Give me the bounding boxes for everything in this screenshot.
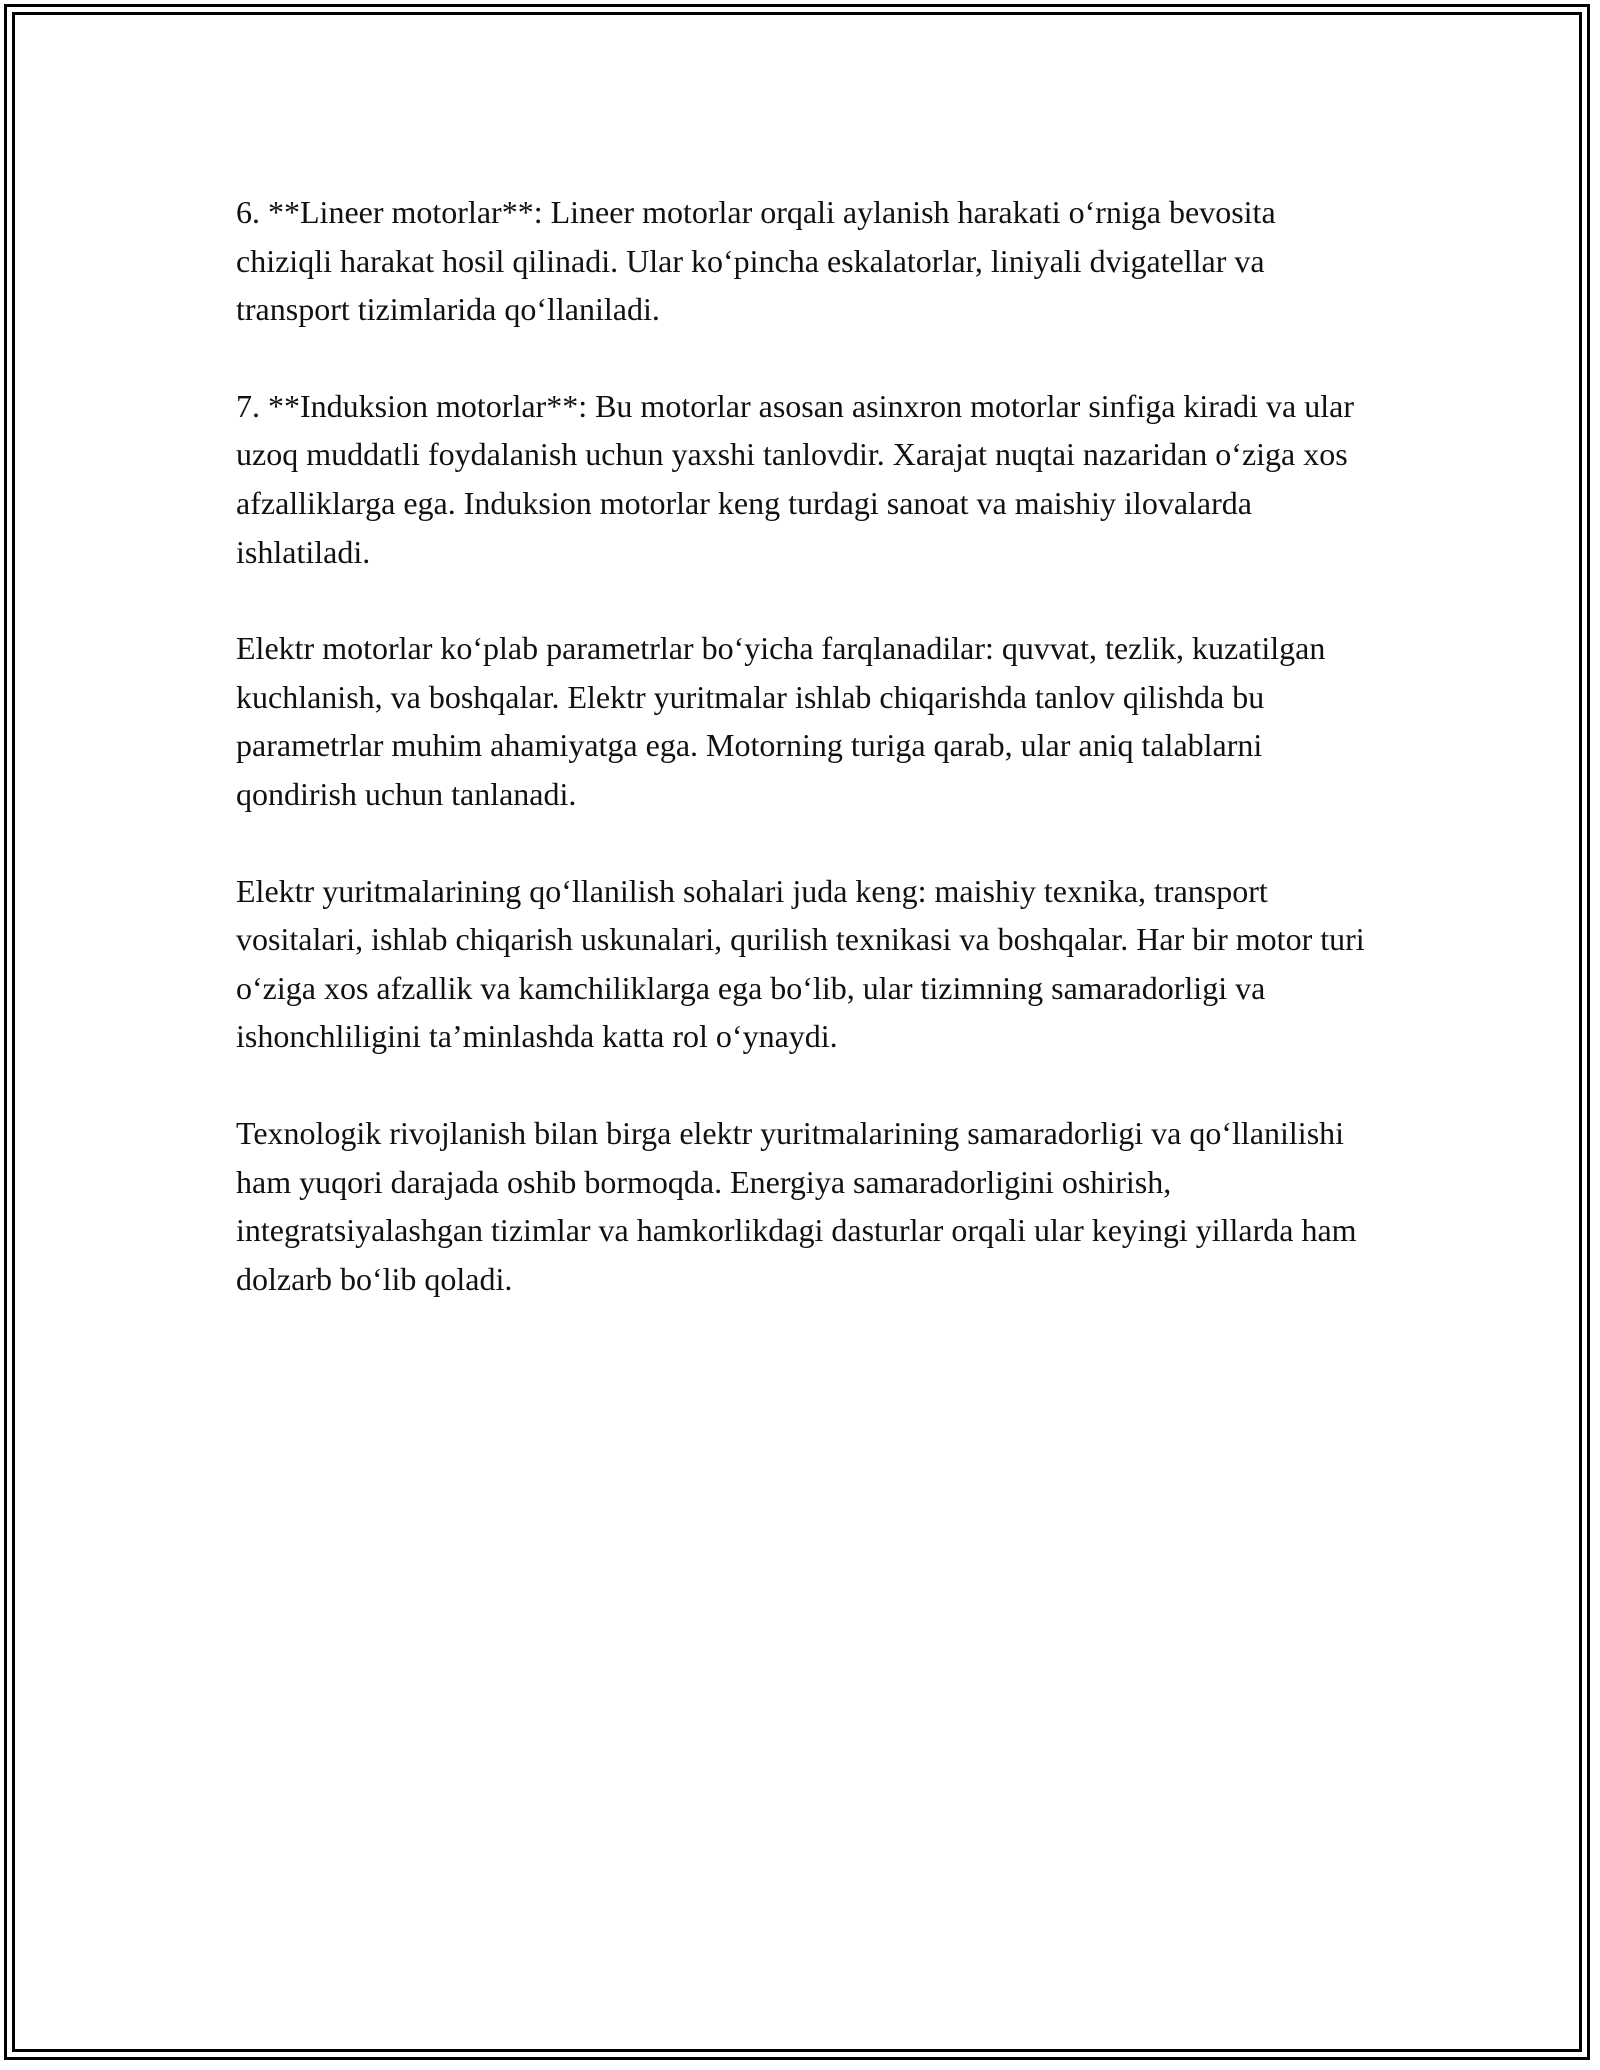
paragraph-lineer-motorlar: 6. **Lineer motorlar**: Lineer motorlar orqali aylanish harakati o‘rniga bevosita chiziqli harakat hosil qilinadi. Ular ko‘pincha eskalatorlar, liniyali dvigatellar va transport tizimlarida qo‘llaniladi. xyxy=(236,194,1276,328)
paragraph-application-areas: Elektr yuritmalarining qo‘llanilish sohalari juda keng: maishiy texnika, transport vositalari, ishlab chiqarish uskunalari, qurilish texnikasi va boshqalar. Har bir motor turi o‘ziga xos afzallik va kamchiliklarga ega bo‘lib, ular tizimning samaradorligi va ishonchliligini ta’minlashda katta rol o‘ynaydi. xyxy=(236,872,1365,1055)
paragraph-motor-parameters: Elektr motorlar ko‘plab parametrlar bo‘yicha farqlanadilar: quvvat, tezlik, kuzatilgan kuchlanish, va boshqalar. Elektr yuritmalar ishlab chiqarishda tanlov qilishda bu parametrlar muhim ahamiyatga ega. Motorning turiga qarab, ular aniq talablarni qondirish uchun tanlanadi. xyxy=(236,630,1326,812)
paragraph-induksion-motorlar: 7. **Induksion motorlar**: Bu motorlar asosan asinxron motorlar sinfiga kiradi va ular uzoq muddatli foydalanish uchun yaxshi tanlovdir. Xarajat nuqtai nazaridan o‘ziga xos afzalliklarga ega. Induksion motorlar keng turdagi sanoat va maishiy ilovalarda ishlatiladi. xyxy=(236,387,1354,570)
paragraph-technological-development: Texnologik rivojlanish bilan birga elektr yuritmalarining samaradorligi va qo‘llanilishi ham yuqori darajada oshib bormoqda. Energiya samaradorligini oshirish, integratsiyalashgan tizimlar va hamkorlikdagi dasturlar orqali ular keyingi yillarda ham dolzarb bo‘lib qoladi. xyxy=(236,1114,1357,1297)
document-body xyxy=(236,188,1366,1351)
